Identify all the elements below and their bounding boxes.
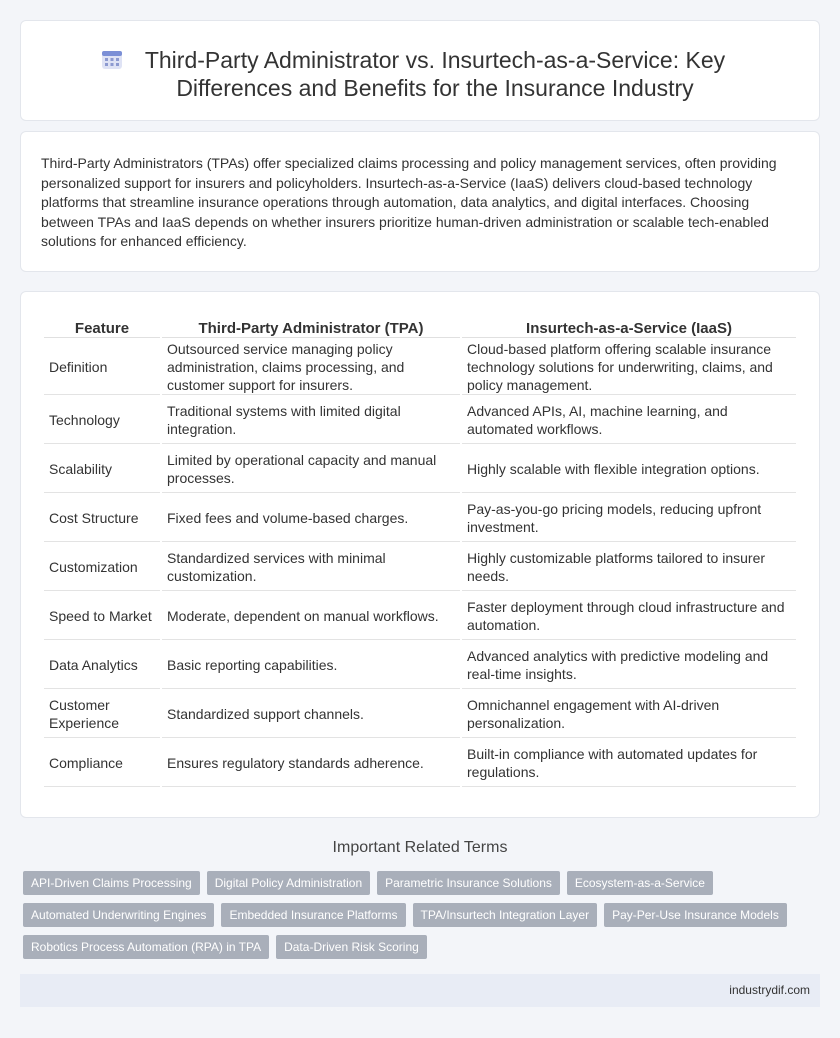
table-row [44, 495, 796, 542]
table-row [44, 340, 796, 395]
related-terms-row [23, 903, 823, 927]
cell-tpa: Standardized support channels. [162, 691, 460, 738]
cell-tpa: Standardized services with minimal customization. [162, 544, 460, 591]
related-term-tag[interactable]: Parametric Insurance Solutions [377, 871, 560, 895]
cell-iaas: Advanced APIs, AI, machine learning, and automated workflows. [462, 397, 796, 444]
page-title: Third-Party Administrator vs. Insurtech-as-a-Service: Key Differences and Benefits for the Insurance Industry [144, 47, 726, 101]
cell-feature: Customer Experience [44, 691, 160, 738]
cell-tpa: Basic reporting capabilities. [162, 642, 460, 689]
cell-tpa: Ensures regulatory standards adherence. [162, 740, 460, 787]
related-term-tag[interactable]: Pay-Per-Use Insurance Models [604, 903, 787, 927]
cell-feature: Technology [44, 397, 160, 444]
related-term-tag[interactable]: API-Driven Claims Processing [23, 871, 200, 895]
table-row [44, 593, 796, 640]
footer-site: industrydif.com [729, 983, 810, 997]
cell-tpa: Traditional systems with limited digital integration. [162, 397, 460, 444]
related-terms-heading: Important Related Terms [332, 839, 508, 856]
related-term-tag[interactable]: Embedded Insurance Platforms [221, 903, 405, 927]
table-row [44, 544, 796, 591]
title-card [20, 20, 820, 121]
cell-iaas: Highly scalable with flexible integration options. [462, 446, 796, 493]
intro-card [20, 131, 820, 272]
intro-paragraph: Third-Party Administrators (TPAs) offer specialized claims processing and policy management services, often providing personalized support for insurers and policyholders. Insurtech-as-a-Service (IaaS) delivers cloud-based technology platforms that streamline insurance operations through automation, data analytics, and digital interfaces. Choosing between TPAs and IaaS depends on whether insurers prioritize human-driven administration or scalable tech-enabled solutions for enhanced efficiency. [41, 155, 777, 249]
cell-feature: Cost Structure [44, 495, 160, 542]
related-term-tag[interactable]: Data-Driven Risk Scoring [276, 935, 427, 959]
cell-iaas: Pay-as-you-go pricing models, reducing upfront investment. [462, 495, 796, 542]
cell-iaas: Advanced analytics with predictive modeling and real-time insights. [462, 642, 796, 689]
related-terms-row [23, 935, 823, 959]
cell-tpa: Fixed fees and volume-based charges. [162, 495, 460, 542]
cell-tpa: Moderate, dependent on manual workflows. [162, 593, 460, 640]
table-header-row [44, 318, 796, 338]
comparison-table-card [20, 291, 820, 818]
table-row [44, 740, 796, 787]
table-row [44, 397, 796, 444]
cell-tpa: Limited by operational capacity and manual processes. [162, 446, 460, 493]
table-row [44, 446, 796, 493]
column-header-iaas: Insurtech-as-a-Service (IaaS) [462, 318, 796, 338]
cell-iaas: Cloud-based platform offering scalable insurance technology solutions for underwriting, claims, and policy management. [462, 340, 796, 395]
cell-feature: Speed to Market [44, 593, 160, 640]
table-row [44, 691, 796, 738]
related-term-tag[interactable]: Ecosystem-as-a-Service [567, 871, 713, 895]
cell-feature: Definition [44, 340, 160, 395]
column-header-feature: Feature [44, 318, 160, 338]
cell-feature: Scalability [44, 446, 160, 493]
related-term-tag[interactable]: Digital Policy Administration [207, 871, 370, 895]
cell-iaas: Omnichannel engagement with AI-driven personalization. [462, 691, 796, 738]
cell-feature: Compliance [44, 740, 160, 787]
related-term-tag[interactable]: Robotics Process Automation (RPA) in TPA [23, 935, 269, 959]
cell-iaas: Faster deployment through cloud infrastructure and automation. [462, 593, 796, 640]
cell-iaas: Highly customizable platforms tailored to insurer needs. [462, 544, 796, 591]
table-row [44, 642, 796, 689]
column-header-tpa: Third-Party Administrator (TPA) [162, 318, 460, 338]
related-terms-row [23, 871, 823, 895]
related-term-tag[interactable]: TPA/Insurtech Integration Layer [413, 903, 598, 927]
related-term-tag[interactable]: Automated Underwriting Engines [23, 903, 214, 927]
comparison-table [42, 316, 798, 789]
related-terms-list [23, 871, 823, 967]
footer [20, 974, 820, 1007]
cell-feature: Data Analytics [44, 642, 160, 689]
cell-feature: Customization [44, 544, 160, 591]
cell-iaas: Built-in compliance with automated updates for regulations. [462, 740, 796, 787]
cell-tpa: Outsourced service managing policy administration, claims processing, and customer support for insurers. [162, 340, 460, 395]
